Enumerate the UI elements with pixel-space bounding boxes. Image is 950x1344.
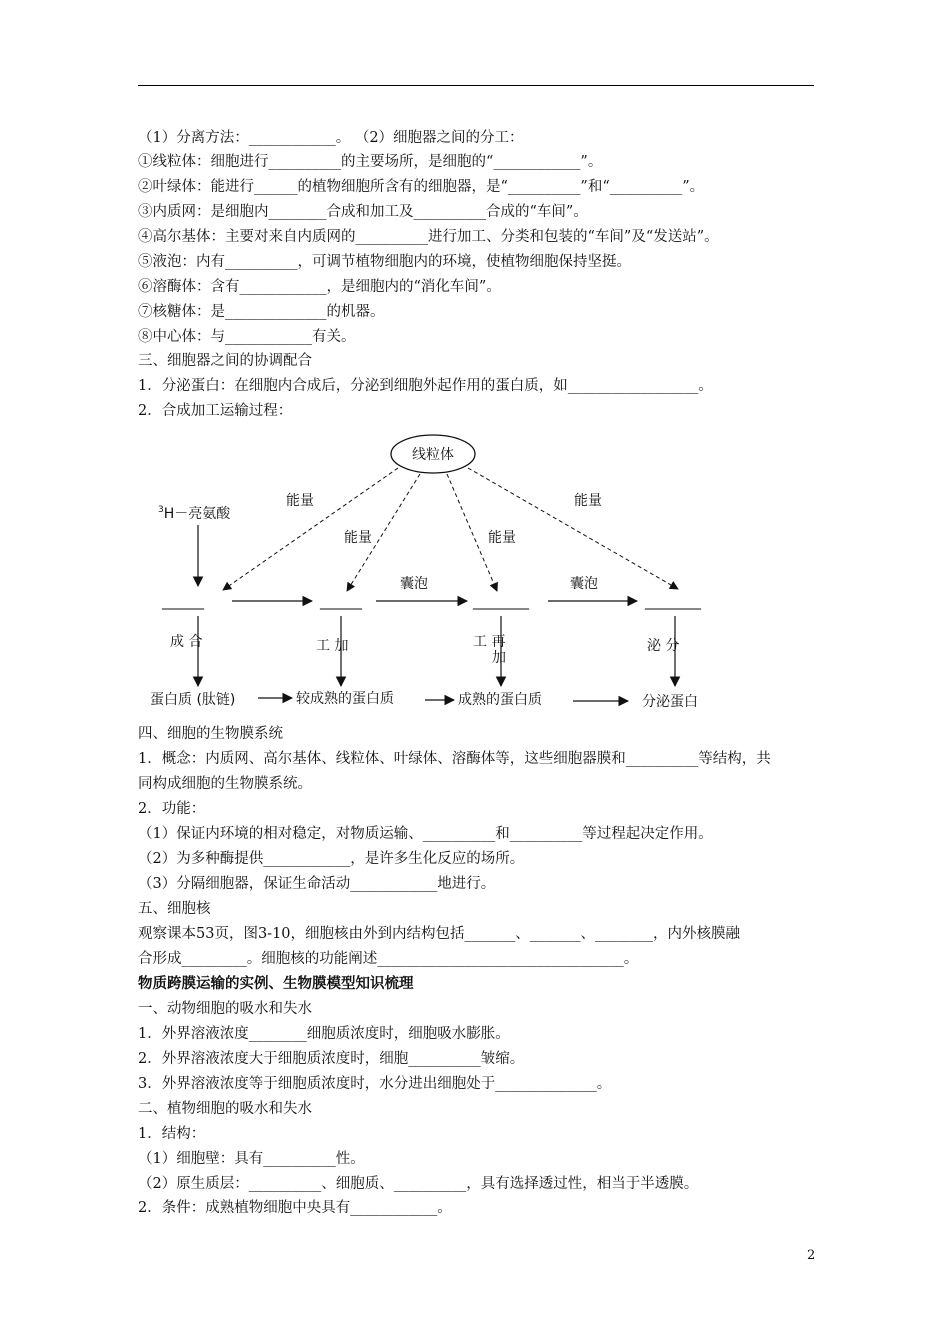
product-label: 蛋白质 (肽链) bbox=[150, 692, 236, 708]
text-line: 观察课本53页，图3-10，细胞核由外到内结构包括_______、_______、________，内外核膜融 bbox=[138, 926, 741, 942]
text-line: ①线粒体：细胞进行__________的主要场所，是细胞的“____________”。 bbox=[138, 154, 603, 170]
text-line: 1．外界溶液浓度________细胞质浓度时，细胞吸水膨胀。 bbox=[138, 1026, 510, 1042]
text-line: （2）原生质层：__________、细胞质、__________，具有选择透过性，相当于半透膜。 bbox=[138, 1176, 699, 1192]
section-heading: 五、细胞核 bbox=[138, 901, 211, 917]
text-line: 2．功能： bbox=[138, 801, 206, 817]
step-label: 工 再 bbox=[473, 634, 506, 650]
secretion-process-diagram bbox=[140, 428, 820, 728]
text-line: ⑦核糖体：是______________的机器。 bbox=[138, 304, 385, 320]
text-line: 2．条件：成熟植物细胞中央具有____________。 bbox=[138, 1200, 452, 1216]
section-heading: 二、植物细胞的吸水和失水 bbox=[138, 1101, 312, 1117]
bold-heading: 物质跨膜运输的实例、生物膜模型知识梳理 bbox=[138, 975, 414, 992]
mitochondrion-label: 线粒体 bbox=[412, 447, 454, 463]
product-label: 分泌蛋白 bbox=[642, 694, 698, 710]
text-line: 1．概念：内质网、高尔基体、线粒体、叶绿体、溶酶体等，这些细胞器膜和__________等结构，共 bbox=[138, 751, 771, 767]
text-line: ⑥溶酶体：含有____________，是细胞内的“消化车间”。 bbox=[138, 279, 501, 295]
energy-arrow bbox=[223, 468, 398, 590]
blank-golgi: ________ bbox=[473, 594, 529, 610]
blank-ribosome: ______ bbox=[162, 594, 204, 610]
text-line: ③内质网：是细胞内________合成和加工及__________合成的“车间”。 bbox=[138, 204, 588, 220]
blank-membrane: ________ bbox=[645, 594, 701, 610]
text-line: （3）分隔细胞器，保证生命活动____________地进行。 bbox=[138, 876, 496, 892]
header-rule bbox=[138, 85, 814, 86]
blank-er: ______ bbox=[320, 594, 362, 610]
text-line: （1）保证内环境的相对稳定，对物质运输、__________和__________等过程起决定作用。 bbox=[138, 826, 713, 842]
energy-label: 能量 bbox=[488, 530, 516, 546]
step-label: 工 加 bbox=[316, 638, 349, 654]
product-label: 成熟的蛋白质 bbox=[458, 692, 542, 708]
text-line: 1．结构： bbox=[138, 1126, 206, 1142]
product-label: 较成熟的蛋白质 bbox=[296, 691, 394, 707]
section-heading: 一、动物细胞的吸水和失水 bbox=[138, 1001, 312, 1017]
text-line: 2．合成加工运输过程： bbox=[138, 403, 293, 419]
energy-label: 能量 bbox=[286, 493, 314, 509]
leucine-label: $^3$H－亮氨酸 bbox=[158, 505, 231, 522]
page-number: 2 bbox=[807, 1248, 816, 1263]
step-label: 成 合 bbox=[170, 634, 203, 650]
vesicle-label: 囊泡 bbox=[400, 576, 428, 592]
energy-arrow bbox=[468, 468, 678, 589]
text-line: （2）为多种酶提供____________，是许多生化反应的场所。 bbox=[138, 851, 525, 867]
text-line: 1．分泌蛋白：在细胞内合成后，分泌到细胞外起作用的蛋白质，如__________________。 bbox=[138, 378, 713, 394]
text-line: 2．外界溶液浓度大于细胞质浓度时，细胞__________皱缩。 bbox=[138, 1051, 525, 1067]
step-label: 加 bbox=[492, 650, 506, 666]
text-line: ⑤液泡：内有__________，可调节植物细胞内的环境，使植物细胞保持坚挺。 bbox=[138, 254, 631, 270]
text-line: （1）细胞壁：具有__________性。 bbox=[138, 1151, 365, 1167]
vesicle-label: 囊泡 bbox=[570, 576, 598, 592]
energy-label: 能量 bbox=[574, 493, 602, 509]
text-line: 3．外界溶液浓度等于细胞质浓度时，水分进出细胞处于______________。 bbox=[138, 1076, 612, 1092]
text-line: ④高尔基体：主要对来自内质网的__________进行加工、分类和包装的“车间”及“发送站”。 bbox=[138, 229, 719, 245]
text-line: ②叶绿体：能进行______的植物细胞所含有的细胞器，是“__________”和“__________”。 bbox=[138, 179, 705, 195]
step-label: 泌 分 bbox=[647, 638, 680, 654]
energy-label: 能量 bbox=[344, 530, 372, 546]
text-line: ⑧中心体：与____________有关。 bbox=[138, 329, 356, 345]
section-heading: 三、细胞器之间的协调配合 bbox=[138, 353, 312, 369]
text-line: 合形成_________。细胞核的功能阐述__________________________________。 bbox=[138, 951, 639, 967]
section-heading: 四、细胞的生物膜系统 bbox=[138, 726, 283, 742]
text-line: （1）分离方法：____________。 （2）细胞器之间的分工： bbox=[138, 130, 524, 146]
text-line: 同构成细胞的生物膜系统。 bbox=[138, 776, 312, 792]
